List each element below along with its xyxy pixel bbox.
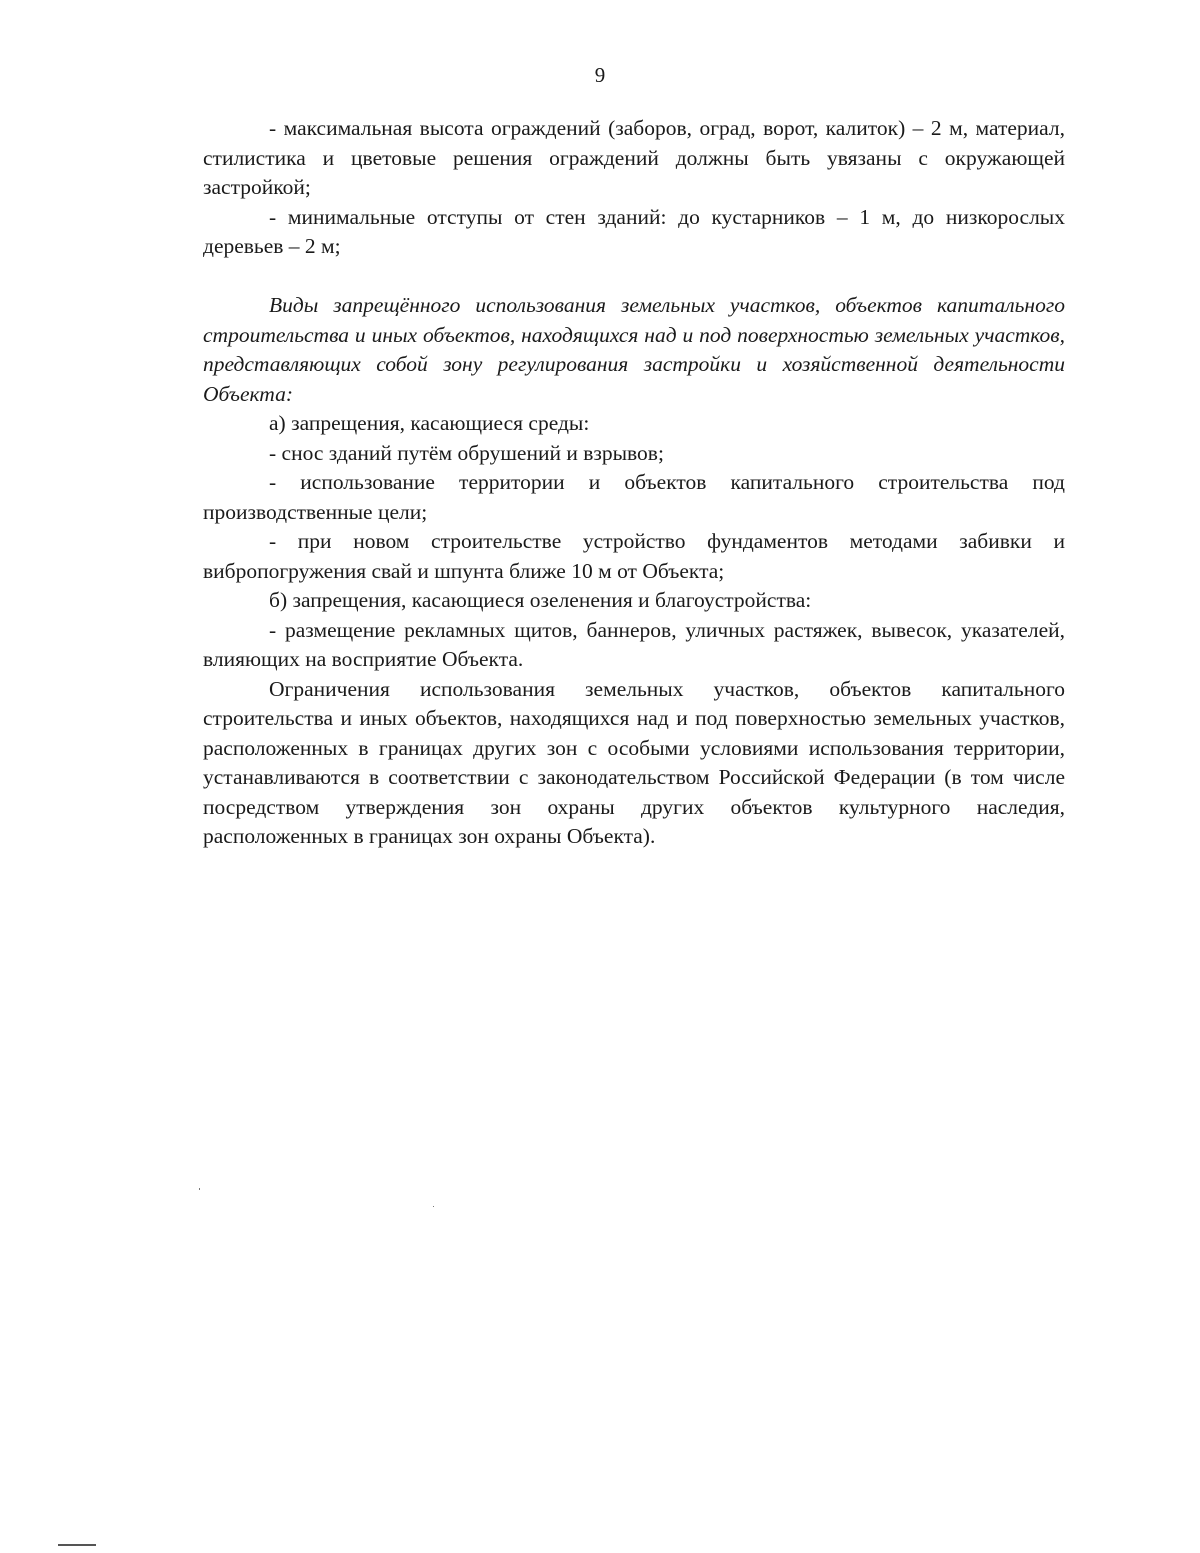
paragraph-landscaping-restrictions: б) запрещения, касающиеся озеленения и благоустройства: bbox=[269, 588, 812, 612]
scan-edge-mark bbox=[58, 1544, 96, 1546]
section-heading-prohibited-use: Виды запрещённого использования земельных участков, объектов капитального строительства и иных объектов, находящихся над и под поверхностью земельных участков, представляющих собой зону регулирования застройки и хозяйственной деятельности Объекта: bbox=[203, 293, 1065, 406]
paragraph-environment-restrictions: а) запрещения, касающиеся среды: bbox=[269, 411, 590, 435]
scan-speck bbox=[199, 1188, 200, 1190]
paragraph-foundations: - при новом строительстве устройство фундаментов методами забивки и вибропогружения свай и шпунта ближе 10 м от Объекта; bbox=[203, 529, 1065, 583]
paragraph-other-zones: Ограничения использования земельных участков, объектов капитального строительства и иных объектов, находящихся над и под поверхностью земельных участков, расположенных в границах других зон с особыми условиями использования территории, устанавливаются в соответствии с законодательством Российской Федерации (в том числе посредством утверждения зон охраны других объектов культурного наследия, расположенных в границах зон охраны Объекта). bbox=[203, 676, 1065, 848]
scan-speck bbox=[433, 1206, 434, 1207]
paragraph-fence-height: - максимальная высота ограждений (заборов, оград, ворот, калиток) – 2 м, материал, стилистика и цветовые решения ограждений должны быть увязаны с окружающей застройкой; bbox=[203, 116, 1065, 199]
paragraph-industrial-use: - использование территории и объектов капитального строительства под производственные цели; bbox=[203, 470, 1065, 524]
page-number: 9 bbox=[594, 63, 606, 87]
paragraph-advertising: - размещение рекламных щитов, баннеров, уличных растяжек, вывесок, указателей, влияющих на восприятие Объекта. bbox=[203, 617, 1065, 671]
paragraph-min-setbacks: - минимальные отступы от стен зданий: до кустарников – 1 м, до низкорослых деревьев – 2 м; bbox=[203, 204, 1065, 258]
paragraph-demolition: - снос зданий путём обрушений и взрывов; bbox=[269, 440, 664, 465]
document-body bbox=[203, 114, 1065, 852]
